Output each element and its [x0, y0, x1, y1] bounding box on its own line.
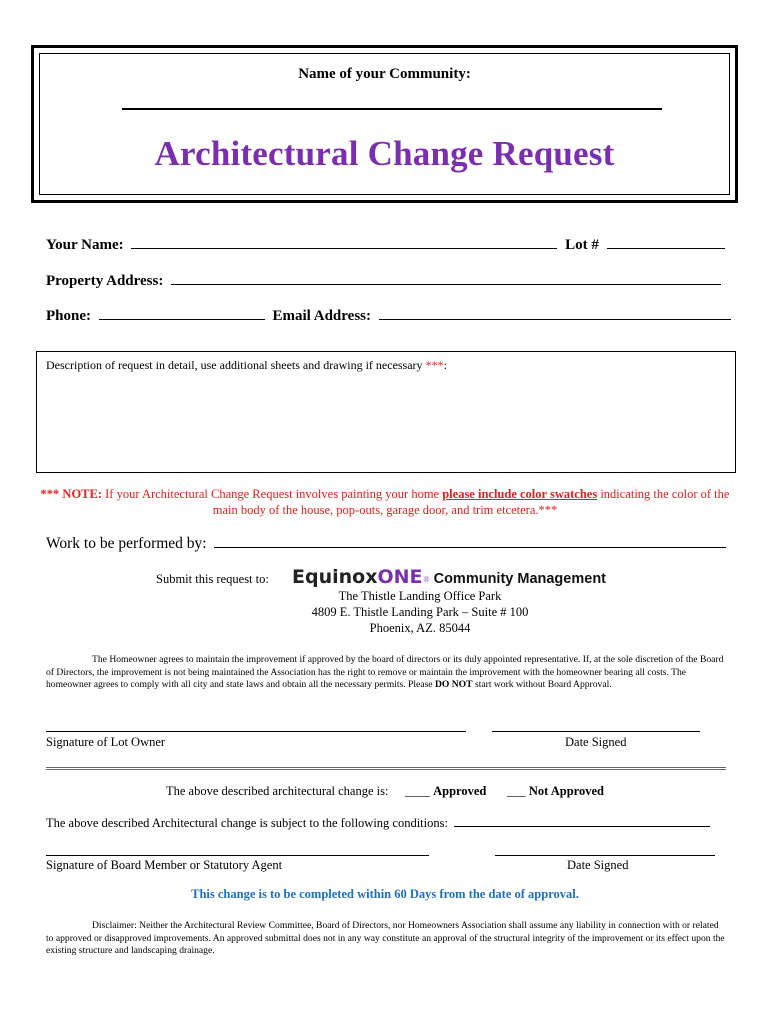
email-label: Email Address: [272, 308, 371, 324]
equinox-one-logo [292, 566, 606, 588]
phone-email-row [46, 305, 731, 325]
owner-signature-line[interactable] [46, 731, 466, 732]
painting-note [40, 486, 730, 518]
lot-field[interactable] [607, 234, 725, 249]
section-divider [46, 767, 726, 770]
description-colon: : [443, 358, 447, 372]
agreement-text-after: start work without Board Approval. [472, 679, 612, 690]
header-inner-border [39, 53, 730, 195]
logo-equinox-text: Equinox [292, 566, 378, 588]
address-line-3: Phoenix, AZ. 85044 [369, 621, 471, 635]
not-approved-blank: ___ [507, 784, 526, 798]
agreement-do-not: DO NOT [434, 679, 473, 690]
approved-option[interactable] [405, 784, 486, 799]
note-text-1: If your Architectural Change Request involves painting your home [102, 487, 443, 501]
board-date-line[interactable] [495, 855, 715, 856]
property-address-field[interactable] [171, 270, 721, 285]
conditions-label: The above described Architectural change is subject to the following conditions: [46, 816, 448, 830]
work-performed-label: Work to be performed by: [46, 535, 207, 552]
work-performed-field[interactable] [214, 532, 726, 548]
disclaimer: Disclaimer: Neither the Architectural Review Committee, Board of Directors, nor Homeowners Association shall assume any liability in connection with or related to approved or disapproved improvements. An approved submittal does not in any way constitute an approval of the structural integrity of the improvement or its effect upon the existing structure and landscaping drainage. [46, 920, 725, 956]
your-name-label: Your Name: [46, 237, 124, 253]
description-label [46, 358, 447, 373]
your-name-field[interactable] [131, 234, 557, 249]
owner-date-label: Date Signed [565, 735, 627, 749]
owner-signature-label: Signature of Lot Owner [46, 735, 166, 749]
email-field[interactable] [379, 305, 731, 320]
logo-community-management: Community Management [433, 571, 607, 587]
homeowner-agreement [46, 654, 726, 692]
board-signature-line[interactable] [46, 855, 429, 856]
community-name-field[interactable] [122, 108, 662, 110]
note-color-swatches: please include color swatches [442, 487, 598, 501]
conditions-row [46, 814, 710, 831]
description-asterisks: *** [425, 358, 444, 372]
completion-notice: This change is to be completed within 60 Days from the date of approval. [191, 887, 579, 901]
header-box [31, 45, 738, 203]
property-address-row [46, 270, 721, 290]
agreement-text-before: The Homeowner agrees to maintain the improvement if approved by the board of directors or its duly appointed representative. If, at the sole discretion of the Board of Directors, the improvement is not being maintained the Association has the right to remove or maintain the improvement with the homeowner bearing all costs. The homeowner agrees to comply with all city and state laws and obtain all the necessary permits. Please [46, 654, 724, 690]
work-performed-row [46, 532, 726, 553]
note-prefix: *** NOTE: [40, 487, 103, 501]
community-name-label: Name of your Community: [298, 66, 471, 82]
owner-date-line[interactable] [492, 731, 700, 732]
lot-label: Lot # [565, 237, 599, 253]
board-signature-label: Signature of Board Member or Statutory Agent [46, 858, 283, 872]
document-title: Architectural Change Request [154, 134, 615, 173]
phone-label: Phone: [46, 308, 91, 324]
submit-label: Submit this request to: [156, 572, 269, 586]
address-line-1: The Thistle Landing Office Park [338, 589, 502, 603]
not-approved-label: Not Approved [528, 784, 605, 798]
approval-label: The above described architectural change is: [166, 784, 389, 798]
property-address-label: Property Address: [46, 273, 164, 289]
description-box[interactable] [36, 351, 736, 473]
phone-field[interactable] [99, 305, 265, 320]
your-name-row [46, 234, 725, 254]
description-label-text: Description of request in detail, use additional sheets and drawing if necessary [46, 358, 423, 372]
approved-label: Approved [433, 784, 487, 798]
not-approved-option[interactable] [507, 784, 604, 799]
logo-registered-mark: ® [423, 575, 430, 584]
conditions-field[interactable] [454, 814, 710, 827]
note-text-2: indicating the color of the main body of the house, pop-outs, garage door, and trim etcetera.*** [212, 487, 730, 517]
logo-one-text: ONE [377, 566, 423, 588]
approved-blank: ____ [405, 784, 430, 798]
address-line-2: 4809 E. Thistle Landing Park – Suite # 100 [311, 605, 529, 619]
board-date-label: Date Signed [567, 858, 629, 872]
